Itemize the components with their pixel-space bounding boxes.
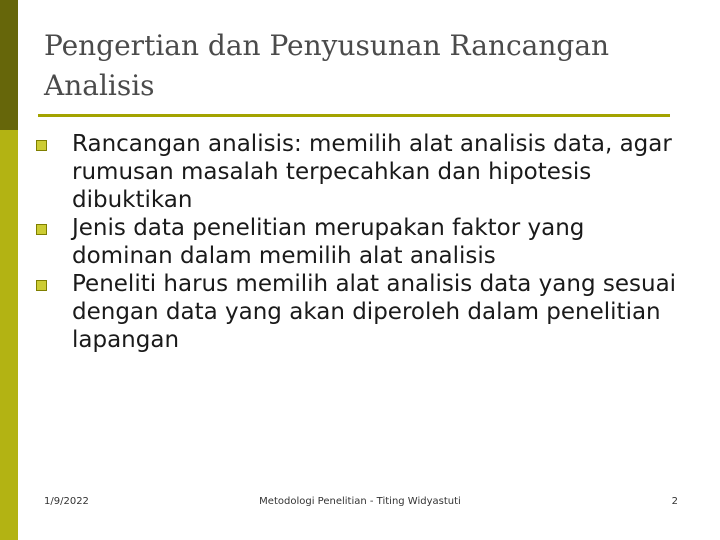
bullet-item <box>36 270 686 354</box>
slide-number: 2 <box>671 496 678 507</box>
square-bullet-icon <box>36 140 47 151</box>
bullet-text: Peneliti harus memilih alat analisis data yang sesuai dengan data yang akan diperoleh dalam penelitian lapangan <box>72 271 677 353</box>
title-divider <box>38 114 670 117</box>
square-bullet-icon <box>36 224 47 235</box>
bullet-list <box>36 130 686 354</box>
bullet-text: Jenis data penelitian merupakan faktor yang dominan dalam memilih alat analisis <box>72 215 585 269</box>
bullet-item <box>36 130 686 214</box>
side-bar-accent <box>0 130 18 540</box>
slide-title: Pengertian dan Penyusunan Rancangan Analisis <box>44 29 610 102</box>
footer-date: 1/9/2022 <box>44 496 89 507</box>
bullet-text: Rancangan analisis: memilih alat analisis data, agar rumusan masalah terpecahkan dan hipotesis dibuktikan <box>72 131 672 213</box>
footer-title: Metodologi Penelitian - Titing Widyastuti <box>259 496 461 507</box>
square-bullet-icon <box>36 280 47 291</box>
bullet-item <box>36 214 686 270</box>
